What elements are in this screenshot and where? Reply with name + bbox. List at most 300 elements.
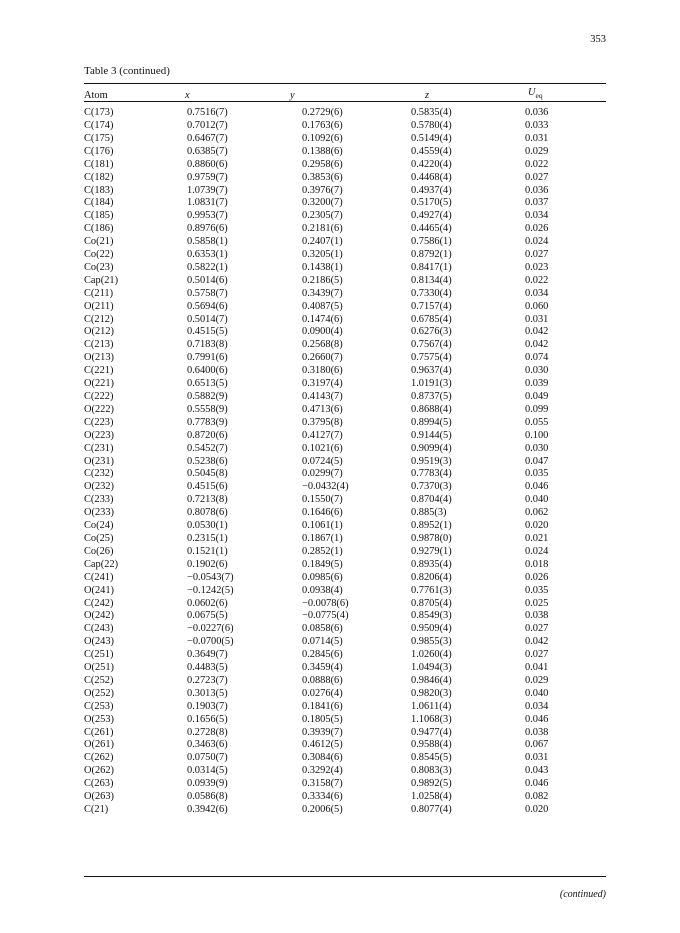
cell-z: 0.8952(1) bbox=[411, 520, 452, 532]
cell-ueq: 0.036 bbox=[525, 107, 549, 119]
cell-x: 0.5558(9) bbox=[187, 403, 228, 415]
cell-x: 0.5238(6) bbox=[187, 455, 228, 467]
cell-y: 0.2006(5) bbox=[302, 804, 343, 816]
cell-y: 0.1438(1) bbox=[302, 261, 343, 273]
cell-atom: O(263) bbox=[84, 791, 115, 803]
cell-atom: Co(23) bbox=[84, 261, 114, 273]
cell-y: 0.1092(6) bbox=[302, 132, 343, 144]
cell-ueq: 0.031 bbox=[525, 313, 549, 325]
table-row bbox=[84, 701, 606, 714]
header-x: x bbox=[185, 90, 190, 102]
cell-x: 0.4483(5) bbox=[187, 662, 228, 674]
cell-ueq: 0.020 bbox=[525, 804, 549, 816]
table-row bbox=[84, 585, 606, 598]
cell-z: 0.8134(4) bbox=[411, 274, 452, 286]
cell-z: 0.4220(4) bbox=[411, 158, 452, 170]
table-top-rule bbox=[84, 83, 606, 84]
cell-ueq: 0.034 bbox=[525, 700, 549, 712]
cell-x: 0.7183(8) bbox=[187, 339, 228, 351]
cell-atom: Cap(22) bbox=[84, 558, 119, 570]
cell-atom: C(175) bbox=[84, 132, 114, 144]
cell-ueq: 0.027 bbox=[525, 649, 549, 661]
cell-x: 0.5014(7) bbox=[187, 313, 228, 325]
cell-y: 0.3197(4) bbox=[302, 378, 343, 390]
cell-atom: C(221) bbox=[84, 365, 114, 377]
header-atom: Atom bbox=[84, 90, 108, 102]
table-row bbox=[84, 752, 606, 765]
table-row bbox=[84, 391, 606, 404]
cell-x: 0.3013(5) bbox=[187, 687, 228, 699]
cell-atom: C(233) bbox=[84, 494, 114, 506]
cell-z: 0.9855(3) bbox=[411, 636, 452, 648]
cell-atom: O(241) bbox=[84, 584, 115, 596]
cell-atom: C(241) bbox=[84, 571, 114, 583]
cell-y: 0.2660(7) bbox=[302, 352, 343, 364]
cell-ueq: 0.029 bbox=[525, 145, 549, 157]
cell-y: 0.3439(7) bbox=[302, 287, 343, 299]
cell-atom: C(211) bbox=[84, 287, 114, 299]
cell-y: 0.0276(4) bbox=[302, 687, 343, 699]
cell-ueq: 0.022 bbox=[525, 274, 549, 286]
cell-y: 0.4143(7) bbox=[302, 391, 343, 403]
table-header-row bbox=[84, 86, 606, 104]
cell-x: 0.2723(7) bbox=[187, 674, 228, 686]
table-row bbox=[84, 804, 606, 817]
cell-ueq: 0.027 bbox=[525, 623, 549, 635]
cell-x: 0.2728(8) bbox=[187, 726, 228, 738]
table-row bbox=[84, 430, 606, 443]
cell-y: 0.4087(5) bbox=[302, 300, 343, 312]
cell-x: 0.4515(6) bbox=[187, 481, 228, 493]
cell-z: 0.885(3) bbox=[411, 507, 447, 519]
cell-y: 0.3459(4) bbox=[302, 662, 343, 674]
cell-x: 0.5882(9) bbox=[187, 391, 228, 403]
cell-x: 0.0586(8) bbox=[187, 791, 228, 803]
cell-ueq: 0.041 bbox=[525, 662, 549, 674]
cell-x: 0.7012(7) bbox=[187, 119, 228, 131]
cell-atom: O(262) bbox=[84, 765, 115, 777]
cell-x: 0.8720(6) bbox=[187, 429, 228, 441]
table-row bbox=[84, 610, 606, 623]
table-body bbox=[84, 104, 606, 817]
cell-ueq: 0.034 bbox=[525, 287, 549, 299]
cell-x: 0.1521(1) bbox=[187, 545, 228, 557]
cell-z: 0.9588(4) bbox=[411, 739, 452, 751]
cell-x: 0.5694(6) bbox=[187, 300, 228, 312]
cell-atom: C(222) bbox=[84, 391, 114, 403]
cell-atom: Co(26) bbox=[84, 545, 114, 557]
cell-atom: O(221) bbox=[84, 378, 115, 390]
table-row bbox=[84, 378, 606, 391]
cell-x: −0.0700(5) bbox=[187, 636, 234, 648]
cell-ueq: 0.022 bbox=[525, 158, 549, 170]
cell-y: −0.0078(6) bbox=[302, 597, 349, 609]
cell-ueq: 0.021 bbox=[525, 532, 549, 544]
cell-z: 0.5149(4) bbox=[411, 132, 452, 144]
cell-x: −0.0543(7) bbox=[187, 571, 234, 583]
cell-y: 0.2568(8) bbox=[302, 339, 343, 351]
header-ueq-main: U bbox=[528, 87, 536, 98]
cell-ueq: 0.099 bbox=[525, 403, 549, 415]
cell-atom: C(21) bbox=[84, 804, 109, 816]
cell-ueq: 0.049 bbox=[525, 391, 549, 403]
table-row bbox=[84, 662, 606, 675]
cell-y: 0.0888(6) bbox=[302, 674, 343, 686]
cell-atom: C(183) bbox=[84, 184, 114, 196]
cell-ueq: 0.029 bbox=[525, 674, 549, 686]
cell-ueq: 0.074 bbox=[525, 352, 549, 364]
table-row bbox=[84, 559, 606, 572]
cell-atom: O(251) bbox=[84, 662, 115, 674]
cell-y: 0.2729(6) bbox=[302, 107, 343, 119]
cell-y: 0.4127(7) bbox=[302, 429, 343, 441]
table-caption: Table 3 (continued) bbox=[84, 65, 170, 77]
cell-y: −0.0432(4) bbox=[302, 481, 349, 493]
cell-y: 0.4612(5) bbox=[302, 739, 343, 751]
cell-y: 0.1867(1) bbox=[302, 532, 343, 544]
cell-atom: O(261) bbox=[84, 739, 115, 751]
cell-atom: O(223) bbox=[84, 429, 115, 441]
cell-atom: Co(24) bbox=[84, 520, 114, 532]
cell-x: 0.5045(8) bbox=[187, 468, 228, 480]
cell-ueq: 0.042 bbox=[525, 636, 549, 648]
table-row bbox=[84, 481, 606, 494]
table-bottom-rule bbox=[84, 876, 606, 877]
cell-y: 0.3976(7) bbox=[302, 184, 343, 196]
table-row bbox=[84, 104, 606, 120]
cell-atom: C(252) bbox=[84, 674, 114, 686]
cell-x: 0.6400(6) bbox=[187, 365, 228, 377]
cell-x: 0.8976(6) bbox=[187, 223, 228, 235]
cell-z: 0.9846(4) bbox=[411, 674, 452, 686]
cell-atom: C(251) bbox=[84, 649, 114, 661]
cell-atom: O(211) bbox=[84, 300, 114, 312]
cell-y: 0.2407(1) bbox=[302, 236, 343, 248]
cell-x: 0.7783(9) bbox=[187, 416, 228, 428]
cell-x: 0.6385(7) bbox=[187, 145, 228, 157]
cell-y: 0.0900(4) bbox=[302, 326, 343, 338]
cell-x: 0.8860(6) bbox=[187, 158, 228, 170]
cell-z: 1.0611(4) bbox=[411, 700, 452, 712]
cell-x: 0.1903(7) bbox=[187, 700, 228, 712]
cell-atom: O(252) bbox=[84, 687, 115, 699]
table-row bbox=[84, 494, 606, 507]
cell-z: 0.8737(5) bbox=[411, 391, 452, 403]
cell-z: 0.6785(4) bbox=[411, 313, 452, 325]
cell-ueq: 0.062 bbox=[525, 507, 549, 519]
cell-y: 0.2181(6) bbox=[302, 223, 343, 235]
cell-atom: O(213) bbox=[84, 352, 115, 364]
cell-ueq: 0.024 bbox=[525, 545, 549, 557]
cell-z: 0.4468(4) bbox=[411, 171, 452, 183]
cell-x: 0.8078(6) bbox=[187, 507, 228, 519]
cell-ueq: 0.047 bbox=[525, 455, 549, 467]
cell-x: 0.0750(7) bbox=[187, 752, 228, 764]
table-row bbox=[84, 275, 606, 288]
cell-z: 0.9509(4) bbox=[411, 623, 452, 635]
cell-atom: C(185) bbox=[84, 210, 114, 222]
cell-x: 0.5758(7) bbox=[187, 287, 228, 299]
cell-z: 0.9279(1) bbox=[411, 545, 452, 557]
cell-ueq: 0.046 bbox=[525, 778, 549, 790]
header-ueq-sub: eq bbox=[535, 91, 543, 101]
cell-y: 0.0858(6) bbox=[302, 623, 343, 635]
cell-z: 0.9878(0) bbox=[411, 532, 452, 544]
cell-z: 0.8549(3) bbox=[411, 610, 452, 622]
cell-y: 0.3200(7) bbox=[302, 197, 343, 209]
cell-ueq: 0.060 bbox=[525, 300, 549, 312]
cell-z: 0.4937(4) bbox=[411, 184, 452, 196]
table-row bbox=[84, 520, 606, 533]
cell-atom: C(184) bbox=[84, 197, 114, 209]
cell-z: 0.5780(4) bbox=[411, 119, 452, 131]
table-row bbox=[84, 262, 606, 275]
cell-z: 0.4465(4) bbox=[411, 223, 452, 235]
cell-ueq: 0.100 bbox=[525, 429, 549, 441]
cell-x: 0.5822(1) bbox=[187, 261, 228, 273]
cell-ueq: 0.038 bbox=[525, 610, 549, 622]
cell-z: 0.4559(4) bbox=[411, 145, 452, 157]
table-row bbox=[84, 223, 606, 236]
cell-atom: C(212) bbox=[84, 313, 114, 325]
cell-x: 0.0675(5) bbox=[187, 610, 228, 622]
cell-atom: C(263) bbox=[84, 778, 114, 790]
cell-ueq: 0.037 bbox=[525, 197, 549, 209]
table-row bbox=[84, 714, 606, 727]
cell-z: 0.8792(1) bbox=[411, 249, 452, 261]
table-row bbox=[84, 739, 606, 752]
table-row bbox=[84, 456, 606, 469]
cell-atom: O(233) bbox=[84, 507, 115, 519]
cell-z: 0.9892(5) bbox=[411, 778, 452, 790]
table-row bbox=[84, 352, 606, 365]
table-row bbox=[84, 533, 606, 546]
cell-atom: C(253) bbox=[84, 700, 114, 712]
cell-y: 0.2186(5) bbox=[302, 274, 343, 286]
table-row bbox=[84, 314, 606, 327]
cell-y: 0.3180(6) bbox=[302, 365, 343, 377]
cell-y: 0.3334(6) bbox=[302, 791, 343, 803]
cell-x: 0.0939(9) bbox=[187, 778, 228, 790]
cell-z: 0.8935(4) bbox=[411, 558, 452, 570]
cell-z: 0.7761(3) bbox=[411, 584, 452, 596]
cell-y: 0.1388(6) bbox=[302, 145, 343, 157]
table-row bbox=[84, 210, 606, 223]
table-row bbox=[84, 688, 606, 701]
cell-z: 0.9477(4) bbox=[411, 726, 452, 738]
cell-atom: O(242) bbox=[84, 610, 115, 622]
cell-y: 0.2958(6) bbox=[302, 158, 343, 170]
cell-y: 0.1061(1) bbox=[302, 520, 343, 532]
continued-note: (continued) bbox=[559, 889, 606, 900]
cell-atom: C(182) bbox=[84, 171, 114, 183]
cell-ueq: 0.046 bbox=[525, 713, 549, 725]
cell-atom: C(261) bbox=[84, 726, 114, 738]
cell-y: 0.3205(1) bbox=[302, 249, 343, 261]
cell-ueq: 0.031 bbox=[525, 132, 549, 144]
cell-x: 0.3942(6) bbox=[187, 804, 228, 816]
table-row bbox=[84, 249, 606, 262]
cell-x: 0.1656(5) bbox=[187, 713, 228, 725]
cell-y: 0.4713(6) bbox=[302, 403, 343, 415]
cell-y: 0.3795(8) bbox=[302, 416, 343, 428]
table-row bbox=[84, 365, 606, 378]
cell-y: 0.1805(5) bbox=[302, 713, 343, 725]
table-row bbox=[84, 791, 606, 804]
cell-ueq: 0.030 bbox=[525, 365, 549, 377]
table-row bbox=[84, 326, 606, 339]
cell-x: 0.5014(6) bbox=[187, 274, 228, 286]
cell-ueq: 0.026 bbox=[525, 223, 549, 235]
cell-atom: C(243) bbox=[84, 623, 114, 635]
cell-z: 0.7567(4) bbox=[411, 339, 452, 351]
cell-ueq: 0.020 bbox=[525, 520, 549, 532]
atomic-coordinates-table bbox=[84, 86, 606, 817]
table-row bbox=[84, 636, 606, 649]
cell-y: 0.3292(4) bbox=[302, 765, 343, 777]
table-row bbox=[84, 159, 606, 172]
cell-ueq: 0.067 bbox=[525, 739, 549, 751]
cell-ueq: 0.040 bbox=[525, 494, 549, 506]
cell-ueq: 0.027 bbox=[525, 171, 549, 183]
cell-atom: C(242) bbox=[84, 597, 114, 609]
cell-y: 0.3084(6) bbox=[302, 752, 343, 764]
table-row bbox=[84, 236, 606, 249]
cell-x: 0.0602(6) bbox=[187, 597, 228, 609]
cell-z: 0.6276(3) bbox=[411, 326, 452, 338]
cell-y: 0.0724(5) bbox=[302, 455, 343, 467]
cell-ueq: 0.034 bbox=[525, 210, 549, 222]
cell-z: 0.4927(4) bbox=[411, 210, 452, 222]
cell-y: 0.2305(7) bbox=[302, 210, 343, 222]
cell-atom: Cap(21) bbox=[84, 274, 119, 286]
cell-ueq: 0.030 bbox=[525, 442, 549, 454]
table-row bbox=[84, 172, 606, 185]
cell-z: 0.8688(4) bbox=[411, 403, 452, 415]
cell-ueq: 0.040 bbox=[525, 687, 549, 699]
cell-z: 0.8545(5) bbox=[411, 752, 452, 764]
cell-atom: C(262) bbox=[84, 752, 114, 764]
cell-atom: O(243) bbox=[84, 636, 115, 648]
cell-ueq: 0.046 bbox=[525, 481, 549, 493]
cell-ueq: 0.025 bbox=[525, 597, 549, 609]
cell-y: 0.0938(4) bbox=[302, 584, 343, 596]
cell-ueq: 0.033 bbox=[525, 119, 549, 131]
cell-atom: C(173) bbox=[84, 107, 114, 119]
cell-z: 1.1068(3) bbox=[411, 713, 452, 725]
cell-x: 0.7991(6) bbox=[187, 352, 228, 364]
cell-atom: O(212) bbox=[84, 326, 115, 338]
table-row bbox=[84, 404, 606, 417]
cell-y: 0.3939(7) bbox=[302, 726, 343, 738]
cell-atom: Co(22) bbox=[84, 249, 114, 261]
cell-ueq: 0.038 bbox=[525, 726, 549, 738]
cell-atom: Co(21) bbox=[84, 236, 114, 248]
cell-y: 0.1021(6) bbox=[302, 442, 343, 454]
cell-y: 0.1841(6) bbox=[302, 700, 343, 712]
cell-x: 0.7213(8) bbox=[187, 494, 228, 506]
table-row bbox=[84, 468, 606, 481]
cell-x: 0.9759(7) bbox=[187, 171, 228, 183]
header-y: y bbox=[290, 90, 295, 102]
table-row bbox=[84, 727, 606, 740]
cell-x: 0.6467(7) bbox=[187, 132, 228, 144]
cell-y: 0.2852(1) bbox=[302, 545, 343, 557]
cell-x: 0.3649(7) bbox=[187, 649, 228, 661]
cell-ueq: 0.055 bbox=[525, 416, 549, 428]
cell-z: 0.5835(4) bbox=[411, 107, 452, 119]
cell-ueq: 0.035 bbox=[525, 584, 549, 596]
table-row bbox=[84, 765, 606, 778]
cell-atom: O(253) bbox=[84, 713, 115, 725]
cell-ueq: 0.018 bbox=[525, 558, 549, 570]
cell-y: 0.0714(5) bbox=[302, 636, 343, 648]
header-ueq bbox=[524, 86, 606, 104]
cell-x: 0.0530(1) bbox=[187, 520, 228, 532]
cell-x: 0.9953(7) bbox=[187, 210, 228, 222]
cell-x: 1.0739(7) bbox=[187, 184, 228, 196]
cell-z: 0.9099(4) bbox=[411, 442, 452, 454]
cell-y: 0.0985(6) bbox=[302, 571, 343, 583]
cell-y: 0.1550(7) bbox=[302, 494, 343, 506]
page-number: 353 bbox=[590, 34, 606, 45]
table-row bbox=[84, 649, 606, 662]
cell-atom: C(223) bbox=[84, 416, 114, 428]
cell-atom: C(213) bbox=[84, 339, 114, 351]
header-z: z bbox=[425, 90, 430, 102]
cell-atom: C(231) bbox=[84, 442, 114, 454]
table-row bbox=[84, 443, 606, 456]
cell-z: 0.9637(4) bbox=[411, 365, 452, 377]
cell-z: 0.8417(1) bbox=[411, 261, 452, 273]
cell-atom: O(222) bbox=[84, 403, 115, 415]
cell-x: 0.6353(1) bbox=[187, 249, 228, 261]
cell-z: 0.8994(5) bbox=[411, 416, 452, 428]
cell-y: 0.2845(6) bbox=[302, 649, 343, 661]
cell-x: −0.1242(5) bbox=[187, 584, 234, 596]
cell-x: 0.3463(6) bbox=[187, 739, 228, 751]
cell-x: 0.2315(1) bbox=[187, 532, 228, 544]
cell-y: 0.3853(6) bbox=[302, 171, 343, 183]
cell-x: −0.0227(6) bbox=[187, 623, 234, 635]
cell-y: −0.0775(4) bbox=[302, 610, 349, 622]
cell-ueq: 0.024 bbox=[525, 236, 549, 248]
cell-z: 1.0191(3) bbox=[411, 378, 452, 390]
cell-z: 0.5170(5) bbox=[411, 197, 452, 209]
cell-ueq: 0.023 bbox=[525, 261, 549, 273]
table-row bbox=[84, 598, 606, 611]
cell-ueq: 0.026 bbox=[525, 571, 549, 583]
table-row bbox=[84, 133, 606, 146]
cell-ueq: 0.027 bbox=[525, 249, 549, 261]
table-row bbox=[84, 675, 606, 688]
cell-x: 0.4515(5) bbox=[187, 326, 228, 338]
cell-z: 0.9820(3) bbox=[411, 687, 452, 699]
cell-atom: C(174) bbox=[84, 119, 114, 131]
cell-z: 1.0258(4) bbox=[411, 791, 452, 803]
cell-x: 0.1902(6) bbox=[187, 558, 228, 570]
table-row bbox=[84, 623, 606, 636]
cell-ueq: 0.039 bbox=[525, 378, 549, 390]
cell-x: 0.5858(1) bbox=[187, 236, 228, 248]
cell-z: 0.8705(4) bbox=[411, 597, 452, 609]
table-row bbox=[84, 546, 606, 559]
table-row bbox=[84, 339, 606, 352]
cell-z: 0.7157(4) bbox=[411, 300, 452, 312]
cell-x: 0.5452(7) bbox=[187, 442, 228, 454]
cell-z: 0.7575(4) bbox=[411, 352, 452, 364]
cell-atom: C(176) bbox=[84, 145, 114, 157]
